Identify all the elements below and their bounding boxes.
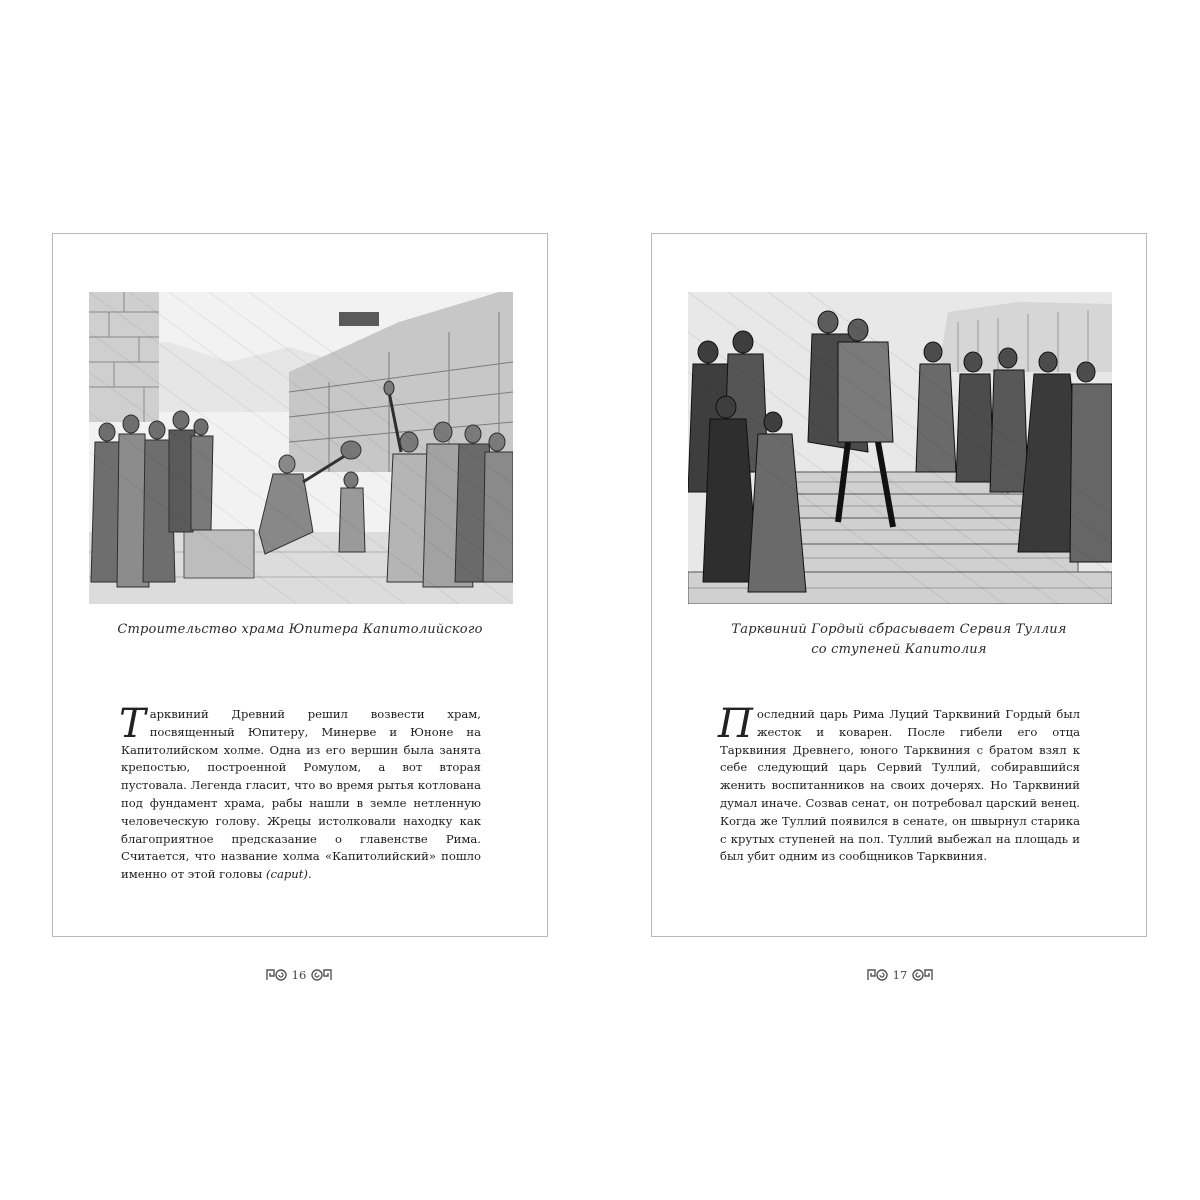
- engraving-temple-construction-icon: [89, 292, 513, 604]
- illustration-caption: [672, 620, 1126, 660]
- drop-cap: П: [718, 701, 753, 747]
- body-text: [718, 701, 1080, 866]
- engraving-capitol-steps-icon: [688, 292, 1112, 604]
- right-page: [651, 233, 1147, 937]
- page-number: 17: [892, 968, 908, 982]
- illustration-capitol-steps: [688, 292, 1112, 604]
- left-page: [52, 233, 548, 937]
- greek-wave-ornament-icon: [867, 968, 889, 982]
- greek-wave-ornament-icon: [310, 968, 332, 982]
- drop-cap: Т: [119, 701, 146, 747]
- body-text: [119, 701, 481, 884]
- paragraph-emphasis: (caput): [265, 867, 308, 882]
- page-number-right: [840, 964, 960, 986]
- caption-line-1: Тарквиний Гордый сбрасывает Сервия Туллия: [731, 622, 1067, 637]
- illustration-temple-construction: [89, 292, 513, 604]
- page-number: 16: [291, 968, 307, 982]
- illustration-caption: Строительство храма Юпитера Капитолийского: [117, 622, 483, 637]
- paragraph-text: оследний царь Рима Луций Тарквиний Гордый был жесток и коварен. После гибели его отца Тарквиния Древнего, юного Тарквиния с братом взял к себе следующий царь Сервий Туллий, собиравшийся женить воспитанников на своих дочерях. Но Тарквиний думал иначе. Созвав сенат, он потребовал царский венец. Когда же Туллий появился в сенате, он швырнул старика с крутых ступеней на пол. Туллий выбежал на площадь и был убит одним из сообщников Тарквиния.: [720, 707, 1080, 864]
- greek-wave-ornament-icon: [911, 968, 933, 982]
- greek-wave-ornament-icon: [266, 968, 288, 982]
- page-number-left: [239, 964, 359, 986]
- paragraph-end: .: [307, 867, 312, 882]
- caption-line-2: со ступеней Капитолия: [811, 642, 987, 657]
- paragraph-text: арквиний Древний решил возвести храм, посвященный Юпитеру, Минерве и Юноне на Капитолийском холме. Одна из его вершин была занята крепостью, построенной Ромулом, а вот вторая пустовала. Легенда гласит, что во время рытья котлована под фундамент храма, рабы нашли в земле нетленную человеческую голову. Жрецы истолковали находку как благоприятное предсказание о главенстве Рима. Считается, что название холма «Капитолийский» пошло именно от этой головы: [121, 707, 481, 882]
